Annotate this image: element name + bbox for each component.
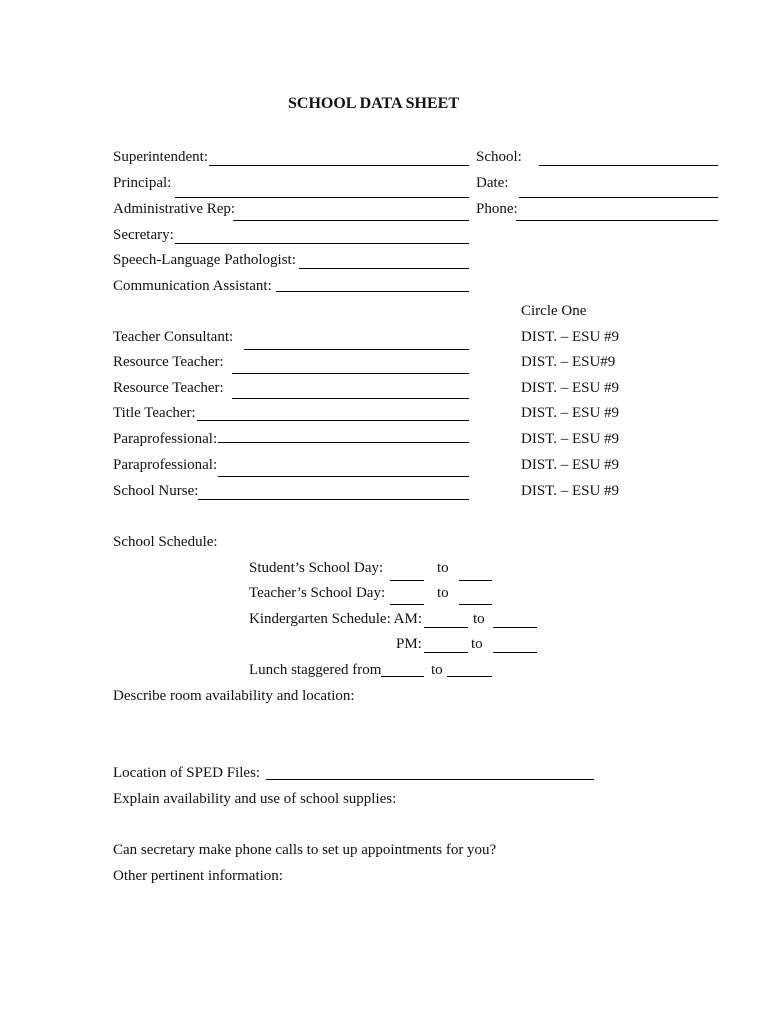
teacher-consultant-line[interactable] [244,349,469,350]
date-line[interactable] [519,197,718,198]
resource-teacher-1-circle-option[interactable]: DIST. – ESU#9 [521,354,616,370]
page-title: SCHOOL DATA SHEET [288,95,460,112]
title-teacher-label: Title Teacher: [113,405,196,421]
teacher-consultant-circle-option[interactable]: DIST. – ESU #9 [521,329,620,345]
teachers-day-start-line[interactable] [390,604,424,605]
kindergarten-pm-to-text: to [471,636,483,652]
circle-one-heading: Circle One [521,303,587,319]
kindergarten-am-end-line[interactable] [493,627,537,628]
paraprofessional-1-line[interactable] [218,442,469,443]
lunch-to-text: to [431,662,443,678]
school-schedule-heading: School Schedule: [113,534,218,550]
lunch-end-line[interactable] [447,676,492,677]
paraprofessional-1-circle-option[interactable]: DIST. – ESU #9 [521,431,620,447]
school-label: School: [476,149,522,165]
students-day-label: Student’s School Day: [249,560,384,576]
paraprofessional-2-line[interactable] [218,476,469,477]
lunch-start-line[interactable] [381,676,424,677]
kindergarten-pm-start-line[interactable] [424,652,468,653]
school-nurse-label: School Nurse: [113,483,199,499]
superintendent-line[interactable] [209,165,469,166]
communication-assistant-label: Communication Assistant: [113,278,272,294]
sped-files-label: Location of SPED Files: [113,765,261,781]
students-day-to-text: to [437,560,449,576]
slp-label: Speech-Language Pathologist: [113,252,296,268]
kindergarten-pm-label: PM: [396,636,422,652]
resource-teacher-2-label: Resource Teacher: [113,380,224,396]
superintendent-label: Superintendent: [113,149,208,165]
teachers-day-to-text: to [437,585,449,601]
school-line[interactable] [539,165,718,166]
date-label: Date: [476,175,509,191]
paraprofessional-1-label: Paraprofessional: [113,431,218,447]
slp-line[interactable] [299,268,469,269]
phone-line[interactable] [516,220,718,221]
resource-teacher-1-line[interactable] [232,373,469,374]
lunch-staggered-label: Lunch staggered from [249,662,382,678]
title-teacher-circle-option[interactable]: DIST. – ESU #9 [521,405,620,421]
resource-teacher-2-circle-option[interactable]: DIST. – ESU #9 [521,380,620,396]
teacher-consultant-label: Teacher Consultant: [113,329,234,345]
communication-assistant-line[interactable] [276,291,469,292]
kindergarten-pm-end-line[interactable] [493,652,537,653]
school-supplies-prompt: Explain availability and use of school supplies: [113,791,397,807]
sped-files-line[interactable] [266,779,594,780]
room-availability-prompt: Describe room availability and location: [113,688,355,704]
kindergarten-am-to-text: to [473,611,485,627]
resource-teacher-1-label: Resource Teacher: [113,354,224,370]
principal-line[interactable] [175,197,469,198]
resource-teacher-2-line[interactable] [232,398,469,399]
kindergarten-schedule-label: Kindergarten Schedule: AM: [249,611,423,627]
students-day-end-line[interactable] [459,580,492,581]
school-nurse-line[interactable] [198,499,469,500]
paraprofessional-2-circle-option[interactable]: DIST. – ESU #9 [521,457,620,473]
administrative-rep-line[interactable] [233,220,469,221]
secretary-label: Secretary: [113,227,174,243]
teachers-day-label: Teacher’s School Day: [249,585,386,601]
school-nurse-circle-option[interactable]: DIST. – ESU #9 [521,483,620,499]
principal-label: Principal: [113,175,172,191]
administrative-rep-label: Administrative Rep: [113,201,236,217]
students-day-start-line[interactable] [390,580,424,581]
title-teacher-line[interactable] [197,420,469,421]
paraprofessional-2-label: Paraprofessional: [113,457,218,473]
secretary-line[interactable] [175,243,469,244]
phone-label: Phone: [476,201,518,217]
kindergarten-am-start-line[interactable] [424,627,468,628]
secretary-question: Can secretary make phone calls to set up appointments for you? [113,842,497,858]
other-information-prompt: Other pertinent information: [113,868,283,884]
teachers-day-end-line[interactable] [459,604,492,605]
